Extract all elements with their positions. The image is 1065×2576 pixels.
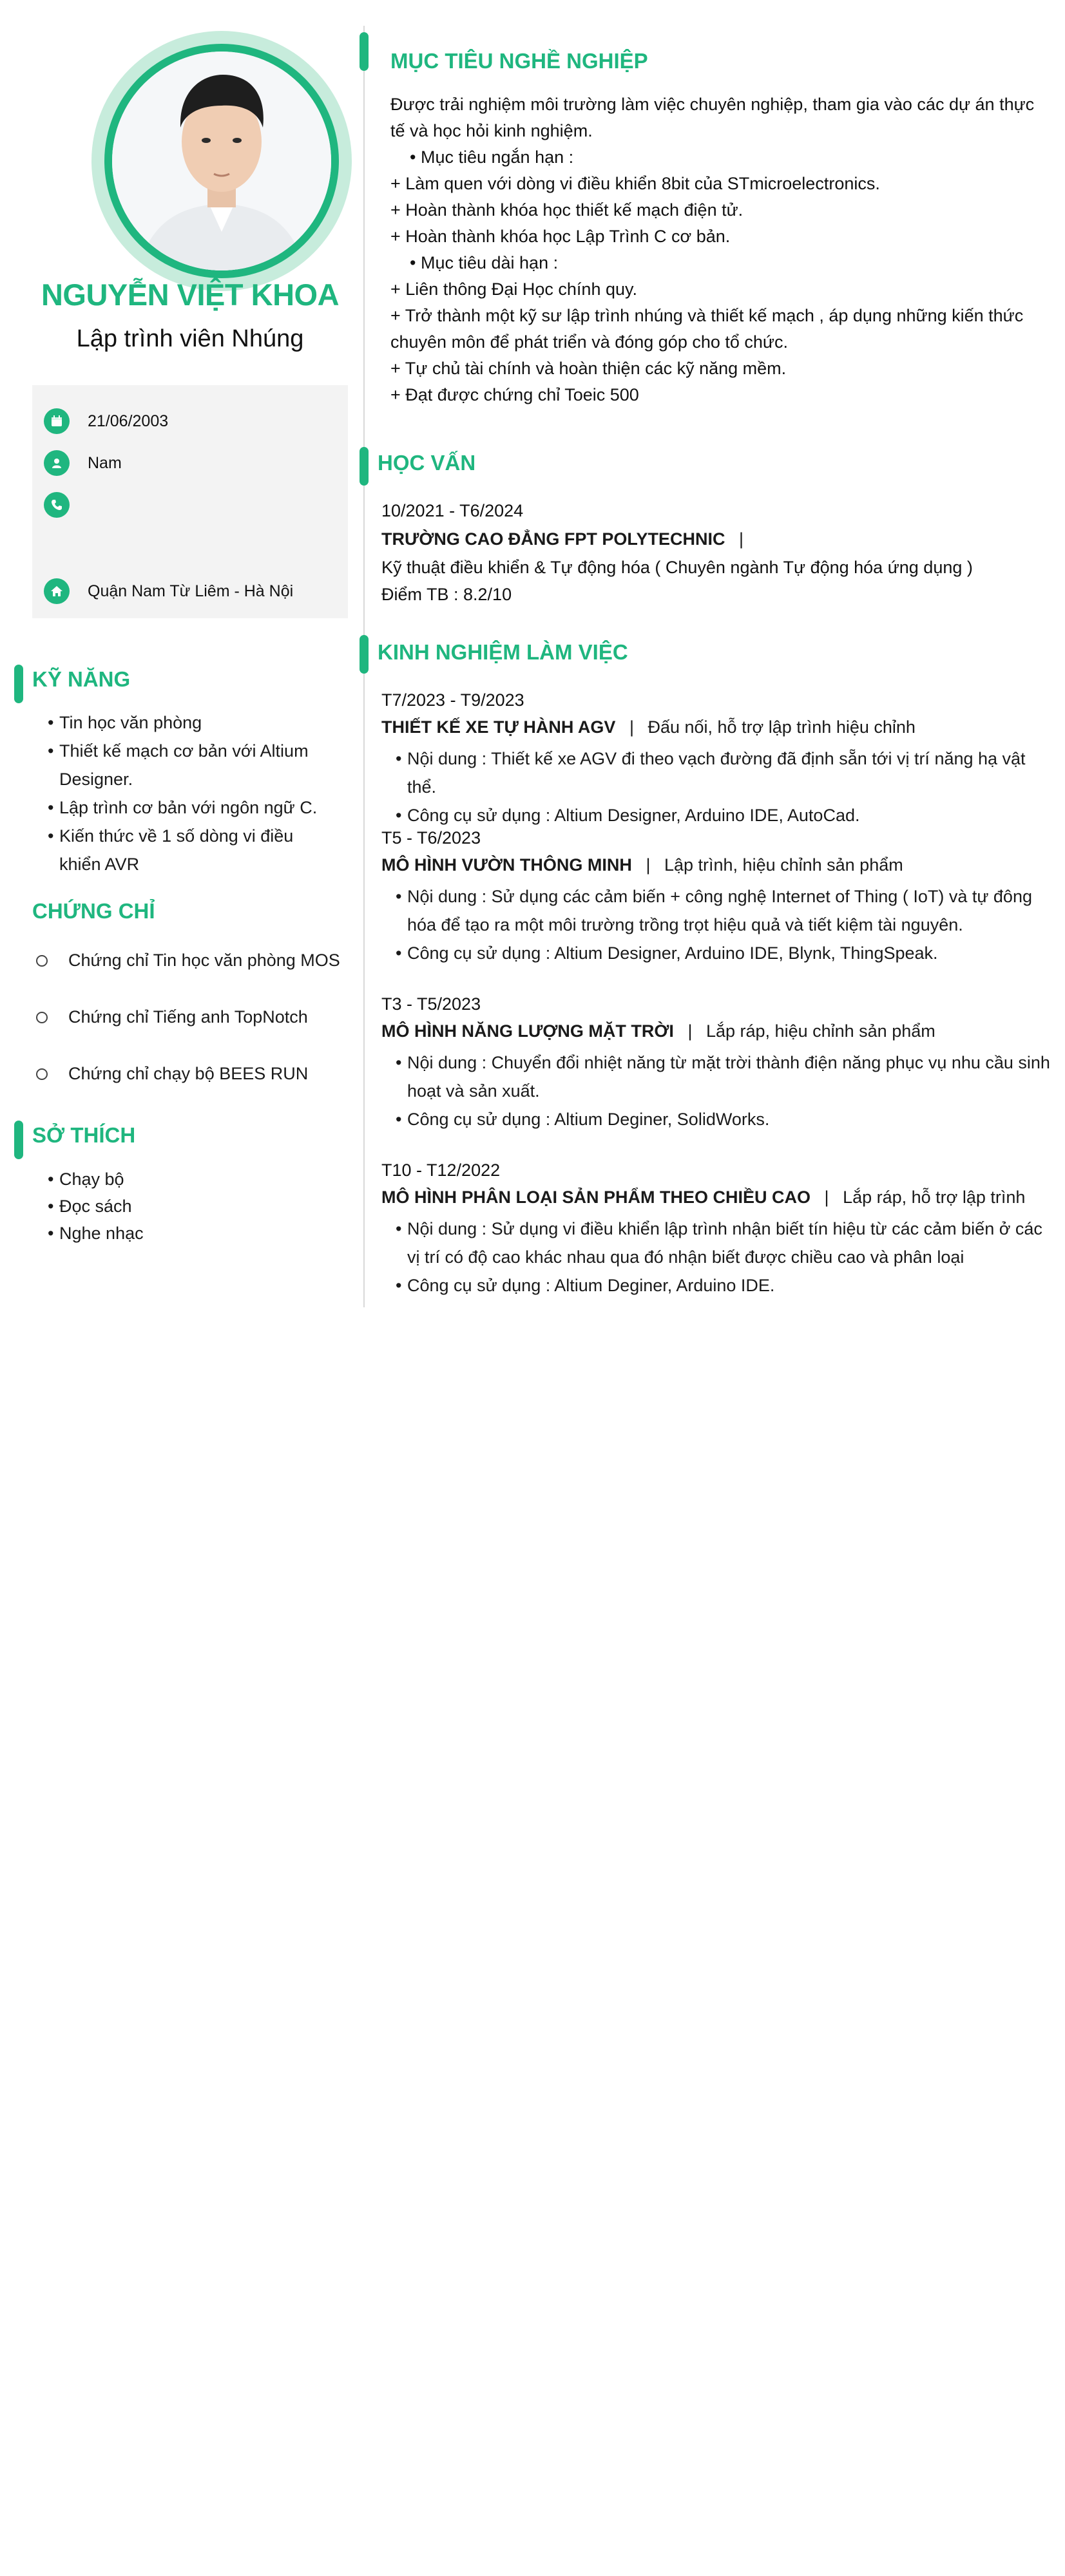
project-name: THIẾT KẾ XE TỰ HÀNH AGV — [381, 717, 616, 737]
school-name: TRƯỜNG CAO ĐẲNG FPT POLYTECHNIC — [381, 529, 725, 549]
list-item: • Thiết kế mạch cơ bản với Altium Designer. — [32, 737, 335, 793]
education-period: 10/2021 - T6/2024 — [381, 501, 524, 520]
job-title-line — [381, 1021, 935, 1041]
objective-line: Được trải nghiệm môi trường làm việc chuyên nghiệp, tham gia vào các dự án thực — [390, 95, 1035, 114]
candidate-role: Lập trình viên Nhúng — [76, 325, 304, 352]
calendar-icon — [44, 408, 70, 434]
job-bullets — [380, 744, 1050, 829]
certificate-label: Chứng chỉ Tin học văn phòng MOS — [68, 951, 340, 970]
job-period: T5 - T6/2023 — [381, 828, 481, 848]
separator: | — [687, 1021, 693, 1041]
list-item: • Nội dung : Sử dụng các cảm biến + công nghệ Internet of Thing ( IoT) và tự đông hóa để tạo ra một môi trường trồng trọt hiệu quả và tiết kiệm tài nguyên. — [380, 882, 1050, 939]
job-position: Lập trình, hiệu chỉnh sản phẩm — [664, 855, 903, 875]
list-item: • Công cụ sử dụng : Altium Designer, Arduino IDE, Blynk, ThingSpeak. — [380, 939, 1050, 967]
objective-accent-bar — [360, 32, 369, 71]
list-item: • Chạy bộ — [32, 1166, 335, 1193]
contact-info-panel — [32, 385, 348, 618]
job-position: Đấu nối, hỗ trợ lập trình hiệu chỉnh — [648, 717, 916, 737]
experience-title: KINH NGHIỆM LÀM VIỆC — [378, 640, 628, 664]
candidate-name: NGUYỄN VIỆT KHOA — [41, 278, 340, 312]
objective-line: + Đạt được chứng chỉ Toeic 500 — [390, 385, 639, 404]
skills-title: KỸ NĂNG — [32, 667, 131, 691]
objective-line: + Làm quen với dòng vi điều khiển 8bit của STmicroelectronics. — [390, 174, 880, 193]
objective-line: + Trở thành một kỹ sư lập trình nhúng và thiết kế mạch , áp dụng những kiến thức — [390, 306, 1024, 325]
hobbies-title: SỞ THÍCH — [32, 1123, 136, 1147]
certificate-item — [36, 1007, 308, 1027]
project-name: MÔ HÌNH NĂNG LƯỢNG MẶT TRỜI — [381, 1021, 674, 1041]
phone-icon — [44, 492, 70, 518]
objective-line: tế và học hỏi kinh nghiệm. — [390, 121, 593, 140]
list-item: • Nghe nhạc — [32, 1220, 335, 1247]
address-row — [44, 578, 293, 604]
skills-list — [32, 708, 335, 878]
address-value: Quận Nam Từ Liêm - Hà Nội — [88, 582, 294, 600]
list-item: • Tin học văn phòng — [32, 708, 335, 737]
list-item: • Đọc sách — [32, 1193, 335, 1220]
list-item: • Công cụ sử dụng : Altium Designer, Arduino IDE, AutoCad. — [380, 801, 1050, 829]
list-item: • Nội dung : Thiết kế xe AGV đi theo vạch đường đã định sẵn tới vị trí năng hạ vật thể. — [380, 744, 1050, 801]
phone-row — [44, 492, 88, 518]
education-gpa: Điểm TB : 8.2/10 — [381, 585, 512, 604]
list-item: • Lập trình cơ bản với ngôn ngữ C. — [32, 793, 335, 822]
certificate-item — [36, 1064, 308, 1084]
avatar — [112, 52, 331, 270]
education-school-line — [381, 529, 753, 549]
certificate-label: Chứng chỉ chạy bộ BEES RUN — [68, 1064, 309, 1083]
objective-line: • Mục tiêu ngắn hạn : — [390, 147, 574, 167]
certificates-title: CHỨNG CHỈ — [32, 899, 155, 923]
project-name: MÔ HÌNH PHÂN LOẠI SẢN PHẨM THEO CHIỀU CAO — [381, 1188, 811, 1207]
list-item: • Công cụ sử dụng : Altium Deginer, Arduino IDE. — [380, 1271, 1050, 1300]
circle-bullet-icon — [36, 955, 48, 967]
experience-accent-bar — [360, 635, 369, 674]
job-period: T7/2023 - T9/2023 — [381, 690, 524, 710]
education-accent-bar — [360, 447, 369, 486]
home-icon — [44, 578, 70, 604]
objective-line: • Mục tiêu dài hạn : — [390, 253, 559, 272]
list-item: • Nội dung : Chuyển đổi nhiệt năng từ mặt trời thành điện năng phục vụ nhu cầu sinh hoạt và sản xuất. — [380, 1048, 1050, 1105]
birthdate-row — [44, 408, 168, 434]
separator: | — [629, 717, 634, 737]
hobbies-accent-bar — [14, 1121, 23, 1159]
job-period: T10 - T12/2022 — [381, 1160, 501, 1180]
separator: | — [824, 1188, 829, 1207]
gender-value: Nam — [88, 453, 122, 472]
separator: | — [738, 529, 744, 549]
education-major: Kỹ thuật điều khiển & Tự động hóa ( Chuyên ngành Tự động hóa ứng dụng ) — [381, 558, 973, 577]
portrait-illustration — [112, 52, 331, 270]
certificate-item — [36, 951, 340, 971]
job-position: Lắp ráp, hiệu chỉnh sản phẩm — [705, 1021, 935, 1041]
birthdate-value: 21/06/2003 — [88, 412, 169, 430]
objective-line: + Hoàn thành khóa học Lập Trình C cơ bản. — [390, 227, 731, 246]
circle-bullet-icon — [36, 1012, 48, 1023]
skills-accent-bar — [14, 665, 23, 703]
job-bullets — [380, 1215, 1050, 1300]
objective-text — [390, 91, 1035, 408]
job-period: T3 - T5/2023 — [381, 994, 481, 1014]
objective-line: chuyên môn để phát triển và đóng góp cho tổ chức. — [390, 332, 788, 352]
list-item: • Kiến thức về 1 số dòng vi điều khiển AVR — [32, 822, 335, 878]
list-item: • Công cụ sử dụng : Altium Deginer, SolidWorks. — [380, 1105, 1050, 1133]
hobbies-list — [32, 1166, 335, 1247]
job-title-line — [381, 855, 903, 875]
user-icon — [44, 450, 70, 476]
job-bullets — [380, 1048, 1050, 1133]
job-title-line — [381, 1188, 1025, 1208]
project-name: MÔ HÌNH VƯỜN THÔNG MINH — [381, 855, 632, 875]
objective-title: MỤC TIÊU NGHỀ NGHIỆP — [390, 49, 648, 73]
objective-line: + Liên thông Đại Học chính quy. — [390, 279, 637, 299]
job-position: Lắp ráp, hỗ trợ lập trình — [843, 1188, 1026, 1207]
objective-line: + Hoàn thành khóa học thiết kế mạch điện tử. — [390, 200, 744, 220]
list-item: • Nội dung : Sử dụng vi điều khiển lập trình nhận biết tín hiệu từ các cảm biến ở các vị trí có độ cao khác nhau qua đó nhận biết được chiều cao và phân loại — [380, 1215, 1050, 1271]
circle-bullet-icon — [36, 1068, 48, 1080]
gender-row — [44, 450, 122, 476]
objective-line: + Tự chủ tài chính và hoàn thiện các kỹ năng mềm. — [390, 359, 787, 378]
job-bullets — [380, 882, 1050, 967]
separator: | — [646, 855, 651, 875]
job-title-line — [381, 717, 916, 737]
education-title: HỌC VẤN — [378, 451, 476, 475]
certificate-label: Chứng chỉ Tiếng anh TopNotch — [68, 1007, 308, 1027]
